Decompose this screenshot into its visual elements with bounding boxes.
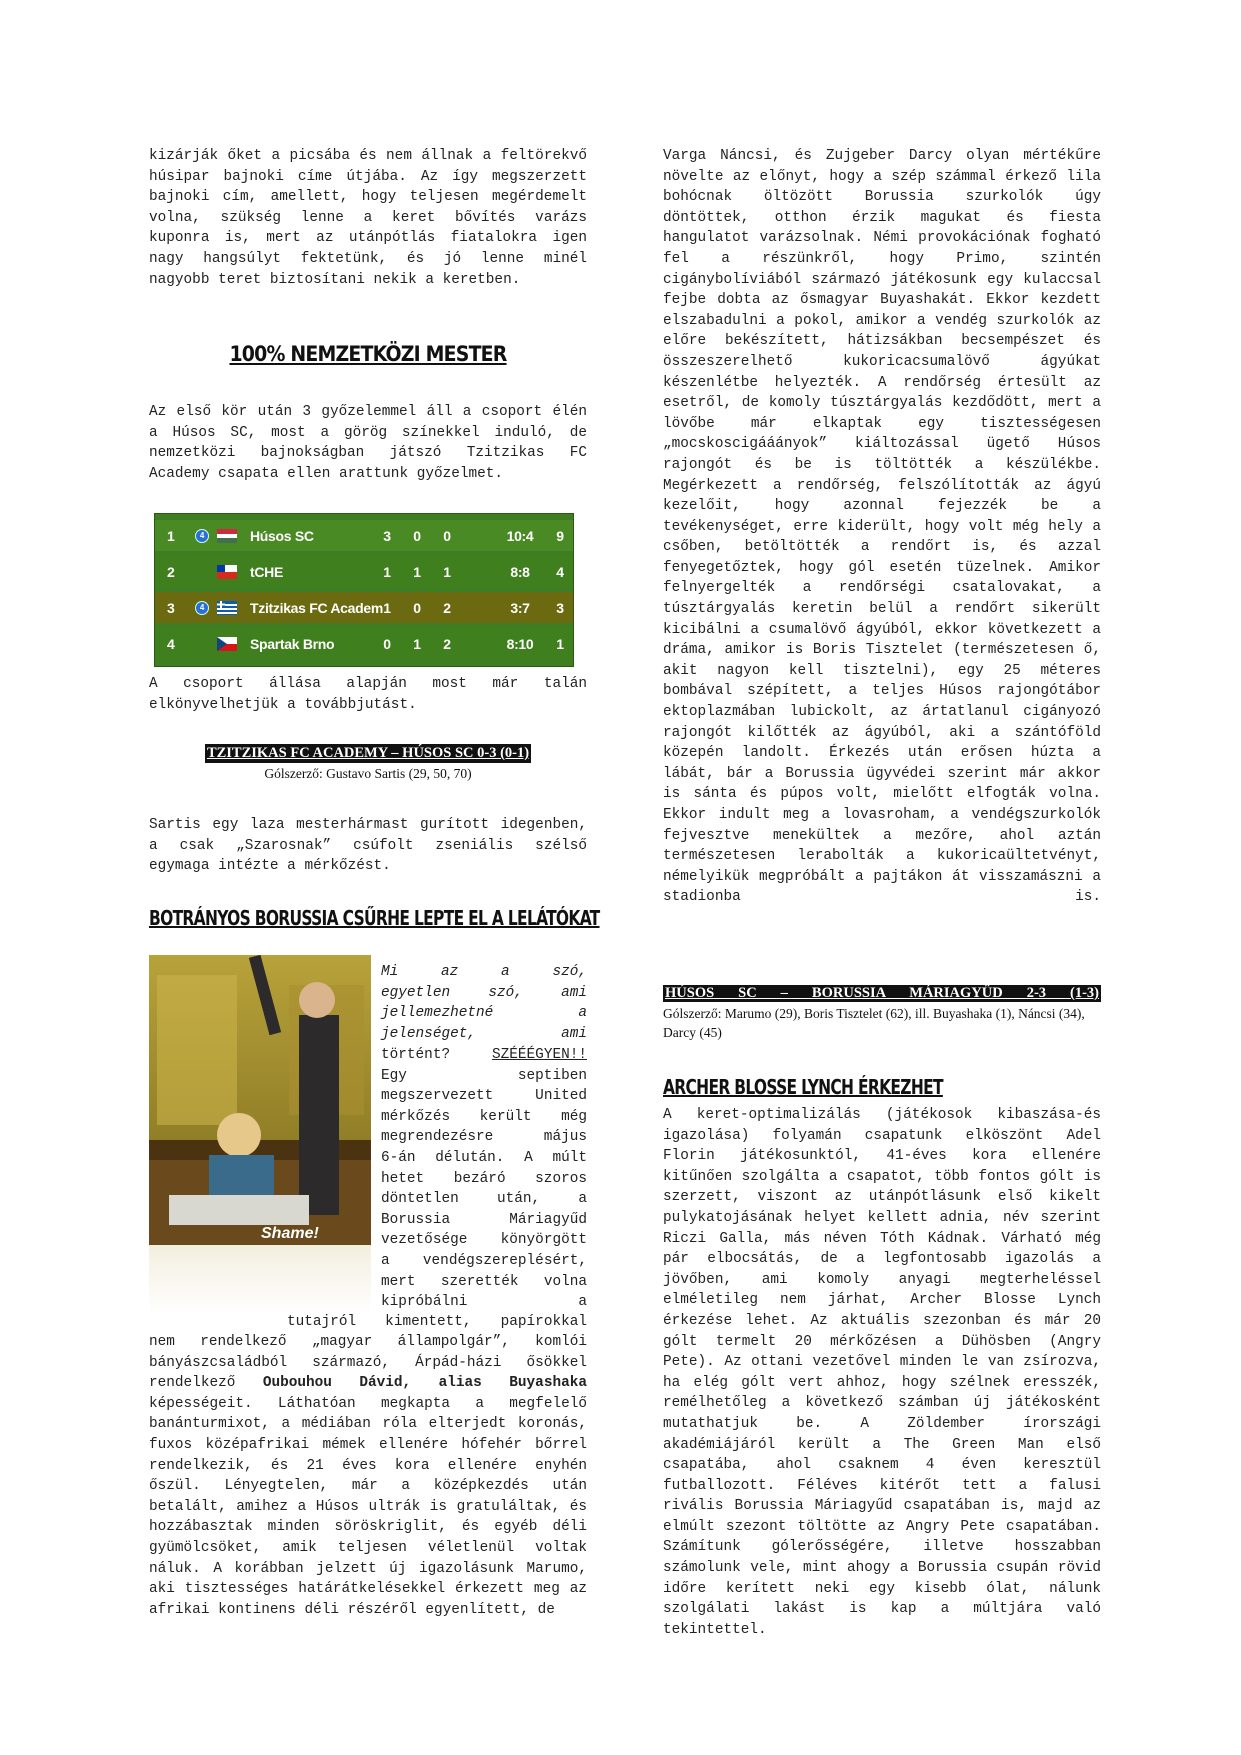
- standings-goals: 8:10: [506, 635, 534, 652]
- left-intro-paragraph: kizárják őket a picsába és nem állnak a feltörekvő húsipar bajnoki címe útjába. Az így megszerzett bajnoki cím, amellett, hogy teljesen megérdemelt volna, szükség lenne a keret bővítés varázs kuponra is, mert az utánpótlás fiatalokra igen nagy hangsúlyt fektetünk, és jó lenne minél nagyobb teret biztosítani nekik a keretben.: [149, 148, 587, 288]
- standings-row: [155, 592, 573, 623]
- standings-wins: 1: [383, 563, 391, 580]
- wrapped-line: hetet bezáró szoros: [381, 1170, 587, 1187]
- wrapped-line: vezetősége könyörgött: [381, 1232, 587, 1249]
- wrapped-line: mérkőzés került még: [381, 1108, 587, 1125]
- standings-wins: 0: [383, 635, 391, 652]
- wrapped-line: a vendégszereplésért,: [381, 1252, 587, 1269]
- standings-row: [155, 556, 573, 587]
- standings-losses: 0: [443, 527, 451, 544]
- match-result-borussia: HÚSOS SC – BORUSSIA MÁRIAGYŰD 2-3 (1-3): [665, 985, 1099, 1001]
- standings-team: Tzitzikas FC Academ: [250, 599, 384, 616]
- standings-position: 2: [167, 563, 175, 580]
- standings-row: [155, 628, 573, 659]
- wrapped-line: megszervezett United: [381, 1088, 587, 1105]
- wrapped-line: 6-án délután. A múlt: [381, 1149, 587, 1166]
- flag-cl-icon: [217, 565, 237, 579]
- heading-archer-lynch: ARCHER BLOSSE LYNCH ÉRKEZHET: [663, 1075, 943, 1099]
- standings-team: Húsos SC: [250, 527, 314, 544]
- standings-table: [154, 513, 574, 667]
- scorers-2: Gólszerző: Marumo (29), Boris Tisztelet (62), ill. Buyashaka (1), Náncsi (34), Darcy (45): [663, 1006, 1085, 1040]
- standings-points: 9: [556, 527, 564, 544]
- right-paragraph-riot: Varga Náncsi, és Zujgeber Darcy olyan mértékűre növelte az előnyt, hogy a szép számmal érkező lila bohócnak öltözött Borussia szurkolók úgy döntöttek, otthon érzik magukat és fiesta hangulatot varázsolnak. Némi provokációnak fogható fel a részünkről, hogy Primo, szintén cigánybolíviából származó játékosunk egy kulaccsal fejbe dobta az ősmagyar Buyashakát. Ekkor kezdett elszabadulni a pokol, amikor a vendég szurkolók az előre bekészített, hátizsákban becsempészet és összeszerelhető kukoricacsumalövő ágyúkat készenlétbe helyezték. A rendőrség értesült az esetről, de komoly túsztárgyalás kezdődött, mert a lövőbe már elkaptak egy tisztességesen „mocskoscigááányok” kiáltozással ügető Húsos rajongót és be is töltötték a készülékbe. Megérkezett a rendőrség, felszólították az ágyú kezelőit, hogy azonnal fejezzék be a tevékenységet, erre kiderült, hogy volt még hely a csőben, betöltötték a rendőrt is, és azzal fenyegetőztek, hogy gól esetén tüzelnek. Amikor felnyergelték a rendőrségi csatalovakat, a túsztárgyalás keretin belül a rendőrt sikerült kicibálni a csumalövő ágyúból, ekkor következett a dráma, amikor is Boris Tisztelet (természetesen ő, akit nagyon kell tisztelni), egy 25 méteres bombával szépített, a teljes Húsos rajongótábor ektoplazmában lubickolt, az ártatlanul cigányozó rajongót kilőtték az ágyúból, aki a szántóföld közepén landolt. Érkezés után erősen húzta a lábát, bár a Borussia ügyvédei szerint már akkor is sánta és púpos volt, mielőtt elfogták volna. Ekkor indult meg a lovasroham, a vendégszurkolók fejvesztve menekültek a mezőre, ahol aztán természetesen lerabolták a kukoricaültetvényt, némelyikük megpróbált a pajtákon át visszamászni a stadionba is.: [663, 148, 1101, 906]
- shame-word: SZÉÉÉGYEN!!: [492, 1047, 587, 1063]
- wrapped-text-lines: [381, 1045, 587, 1313]
- standings-goals: 10:4: [506, 527, 534, 544]
- left-paragraph-qualification: A csoport állása alapján most már talán elkönyvelhetjük a továbbjutást.: [149, 676, 587, 713]
- tail-rest: képességeit. Láthatóan megkapta a megfelelő banánturmixot, a médiában róla elterjedt koronás, fuxos középafrikai mémek ellenére hófehér bőrrel rendelkezik, és 21 éves kora ellenére enyhén őszül. Lényegtelen, már a középkezdés után betalált, amihez a Húsos ultrák is gratuláltak, és hozzábasztak minden söröskriglit, és egyéb déli gyümölcsöket, amik teljesen véletlenül voltak náluk. A korábban jelzett új igazolásunk Marumo, aki tisztességes határátkelésekkel érkezett meg az afrikai kontinens déli részéről egyenlített, de: [149, 1395, 587, 1618]
- player-name-bold: Oubouhou Dávid, alias Buyashaka: [262, 1375, 587, 1392]
- shame-photo: [149, 955, 371, 1315]
- italic-line: jelenséget, ami: [381, 1025, 587, 1042]
- wrapped-line: Borussia Máriagyűd: [381, 1211, 587, 1228]
- heading-botranyos-borussia: BOTRÁNYOS BORUSSIA CSŰRHE LEPTE EL A LELÁTÓKAT: [149, 906, 600, 930]
- standings-losses: 2: [443, 599, 451, 616]
- league-badge-icon: 4: [195, 529, 209, 543]
- wrapped-line-start: történt?: [381, 1047, 492, 1063]
- standings-goals: 3:7: [510, 599, 530, 616]
- flag-gr-icon: [217, 601, 237, 615]
- wrapped-line: Egy septiben: [381, 1067, 587, 1084]
- standings-position: 1: [167, 527, 175, 544]
- wrapped-italic-lines: [381, 962, 587, 1044]
- wrapped-line: mert szerették volna: [381, 1273, 587, 1290]
- wrapped-line: megrendezésre május: [381, 1129, 587, 1146]
- italic-line: jellemezhetné a: [381, 1005, 587, 1022]
- italic-line: egyetlen szó, ami: [381, 984, 587, 1001]
- standings-position: 4: [167, 635, 175, 652]
- wrapped-line: döntetlen után, a: [381, 1191, 587, 1208]
- left-paragraph-buyashaka: [149, 1332, 587, 1620]
- standings-losses: 1: [443, 563, 451, 580]
- wrapped-line: kipróbálni a: [381, 1294, 587, 1311]
- standings-goals: 8:8: [510, 563, 530, 580]
- standings-wins: 3: [383, 527, 391, 544]
- result-block-2: [663, 985, 1101, 1042]
- standings-draws: 1: [413, 635, 421, 652]
- left-paragraph-group-leader: Az első kör után 3 győzelemmel áll a csoport élén a Húsos SC, most a görög színekkel induló, de nemzetközi bajnokságban játszó Tzitzikas FC Academy csapata ellen arattunk győzelmet.: [149, 404, 587, 482]
- standings-points: 1: [556, 635, 564, 652]
- heading-nemzetkozi-mester: 100% NEMZETKÖZI MESTER: [229, 342, 507, 366]
- result-block-1: [149, 744, 587, 783]
- standings-points: 3: [556, 599, 564, 616]
- match-result-tzitzikas: TZITZIKAS FC ACADEMY – HÚSOS SC 0-3 (0-1): [206, 745, 530, 761]
- tail-first-line: tutajról kimentett, papírokkal: [287, 1314, 587, 1330]
- photo-caption: Shame!: [261, 1225, 319, 1242]
- standings-wins: 1: [383, 599, 391, 616]
- left-paragraph-sartis: Sartis egy laza mesterhármast gurított idegenben, a csak „Szarosnak” csúfolt zseniális szélső egymaga intézte a mérkőzést.: [149, 817, 587, 875]
- right-paragraph-archer: A keret-optimalizálás (játékosok kibaszása-és igazolása) folyamán csapatunk elköszönt Adel Florin játékosunktól, 41-éves kora ellenére kitűnően szolgálta a csapatot, több fontos gólt is szerzett, viszont az utánpótlásunk első kikelt pulykatojásának helyet kellett adnia, név szerint Riczi Galla, más néven Tóth Kádnak. Várható még pár elbocsátás, de a legfontosabb igazolás a jövőben, ami komoly anyagi megterheléssel elméletileg nem járhat, Archer Blosse Lynch érkezése lehet. Az aktuális szezonban és már 20 gólt termelt 20 mérkőzésen a Dühösben (Angry Pete). Az ottani vezetővel minden le van zsírozva, ha elég gólt vert ahhoz, hogy szélnek eresszék, remélhetőleg a következő számban új játékosként mutathatjuk be. A Zöldember írországi akadémiájáról került a The Green Man első csapatába, ahol csaknem 4 éven keresztül futballozott. Féléves kitérőt tett a falusi rivális Borussia Máriagyűd csapatában is, majd az elmúlt szezont töltötte az Angry Pete csapatában. Számítunk gólerősségére, illetve hosszabban számolunk vele, mint ahogy a Borussia csupán rövid időre kerített neki egy kisebb ólat, nálunk szolgálati lakást is kap a múltjára való tekintettel.: [663, 1107, 1101, 1638]
- flag-cz-icon: [217, 637, 237, 651]
- standings-draws: 1: [413, 563, 421, 580]
- italic-line: Mi az a szó,: [381, 964, 587, 980]
- standings-row: [155, 520, 573, 551]
- tail-intro: nem rendelkező „magyar állampolgár”, komlói bányászcsaládból származó, Árpád-házi ősökkel rendelkező: [149, 1334, 587, 1392]
- standings-draws: 0: [413, 599, 421, 616]
- standings-losses: 2: [443, 635, 451, 652]
- wrapped-line: [381, 1045, 587, 1066]
- league-badge-icon: 4: [195, 601, 209, 615]
- standings-draws: 0: [413, 527, 421, 544]
- flag-hu-icon: [217, 529, 237, 543]
- standings-points: 4: [556, 563, 564, 580]
- standings-position: 3: [167, 599, 175, 616]
- scorers-1: Gólszerző: Gustavo Sartis (29, 50, 70): [264, 766, 472, 781]
- standings-team: tCHE: [250, 563, 284, 580]
- standings-team: Spartak Brno: [250, 635, 335, 652]
